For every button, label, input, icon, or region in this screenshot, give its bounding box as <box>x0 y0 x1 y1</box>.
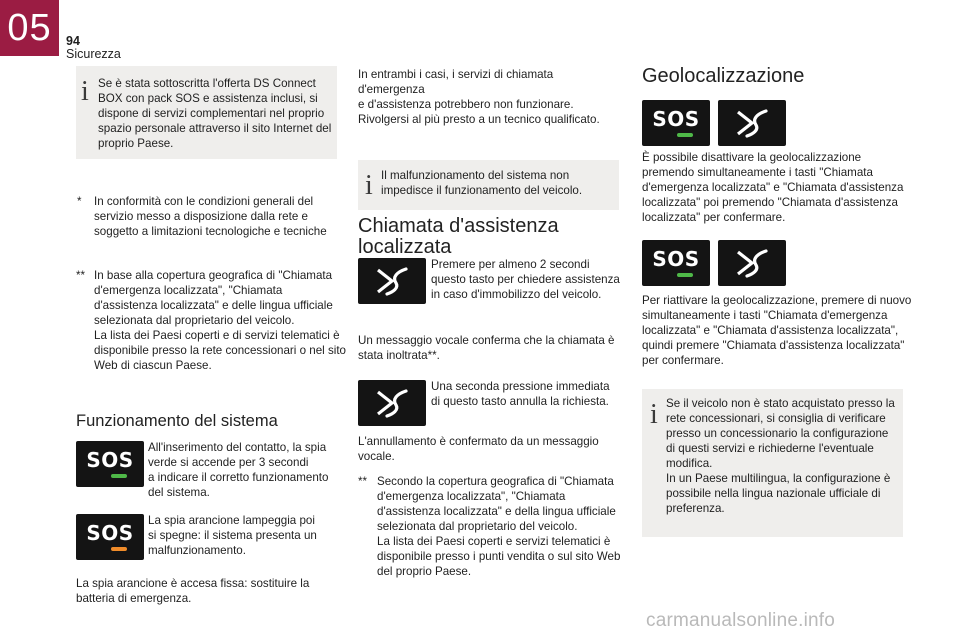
ds-logo-button-icon <box>718 100 786 146</box>
paragraph-orange-fixed: La spia arancione è accesa fissa: sostituire la batteria di emergenza. <box>76 577 310 605</box>
paragraph-second-press: Una seconda pressione immediata di questo tasto annulla la richiesta. <box>431 380 610 408</box>
section-title: Sicurezza <box>66 47 121 61</box>
info-box-text: Se è stata sottoscritta l'offerta DS Connect BOX con pack SOS e assistenza inclusi, si dispone di servizi complementari nel proprio spazio personale attraverso il sito Internet del proprio Paese. <box>98 77 332 150</box>
info-icon: i <box>365 170 373 201</box>
info-box-ds-connect <box>76 66 337 159</box>
sos-button-icon: SOS <box>642 240 710 286</box>
footnote-coverage-middle: Secondo la copertura geografica di "Chiamata d'emergenza localizzata", "Chiamata d'assistenza localizzata" e della lingua ufficiale selezionata dal proprietario del veicolo. La lista dei Paesi coperti e servizi telematici è disponibile presso i punti vendita o sul sito Web del proprio Paese. <box>377 475 621 578</box>
sos-button-icon: SOS <box>76 441 144 487</box>
ds-logo-icon <box>732 106 772 140</box>
chapter-tab: 05 <box>0 0 59 56</box>
paragraph-cancel-confirm: L'annullamento è confermato da un messaggio vocale. <box>358 435 599 463</box>
info-box-text: Il malfunzionamento del sistema non impedisce il funzionamento del veicolo. <box>381 169 583 197</box>
paragraph-disable-geo: È possibile disattivare la geolocalizzazione premendo simultaneamente i tasti "Chiamata d'emergenza localizzata" e "Chiamata d'assistenza localizzata" poi premendo "Chiamata d'assistenza localizzata" per confermare. <box>642 151 904 224</box>
paragraph-green-light: All'inserimento del contatto, la spia verde si accende per 3 secondi a indicare il corretto funzionamento del sistema. <box>148 441 329 499</box>
ds-logo-icon <box>372 264 412 298</box>
info-icon: i <box>81 76 89 107</box>
heading-funzionamento: Funzionamento del sistema <box>76 412 278 430</box>
paragraph-orange-blinking: La spia arancione lampeggia poi si spegne: il sistema presenta un malfunzionamento. <box>148 514 317 557</box>
heading-chiamata-assistenza: Chiamata d'assistenza localizzata <box>358 215 559 258</box>
ds-logo-icon <box>732 246 772 280</box>
paragraph-press-2s: Premere per almeno 2 secondi questo tasto per chiedere assistenza in caso d'immobilizzo del veicolo. <box>431 258 620 301</box>
orange-led <box>111 547 127 551</box>
footnote-mark: * <box>77 195 82 208</box>
heading-geolocalizzazione: Geolocalizzazione <box>642 65 805 87</box>
ds-logo-icon <box>372 386 412 420</box>
info-box-dealer <box>642 389 903 537</box>
ds-logo-button-icon <box>358 258 426 304</box>
page-number: 94 <box>66 34 80 48</box>
footnote-coverage: In base alla copertura geografica di "Chiamata d'emergenza localizzata", "Chiamata d'assistenza localizzata" e delle lingua ufficiale selezionata dal proprietario del veicolo. La lista dei Paesi coperti e di servizi telematici è disponibile presso la rete concessionari o nel sito Web di ciascun Paese. <box>94 269 346 372</box>
info-box-text: Se il veicolo non è stato acquistato presso la rete concessionari, si consiglia di verificare presso un concessionario la configurazione di questi servizi e richiederne l'eventuale modifica. In un Paese multilingua, la configurazione è possibile nella lingua nazionale ufficiale di preferenza. <box>666 397 895 515</box>
footnote-mark: ** <box>76 269 86 282</box>
sos-button-icon: SOS <box>642 100 710 146</box>
green-led <box>677 133 693 137</box>
ds-logo-button-icon <box>718 240 786 286</box>
paragraph-voice-confirm: Un messaggio vocale conferma che la chiamata è stata inoltrata**. <box>358 334 615 362</box>
paragraph-both-cases: In entrambi i casi, i servizi di chiamata d'emergenza e d'assistenza potrebbero non funzionare. Rivolgersi al più presto a un tecnico qualificato. <box>358 68 600 126</box>
info-icon: i <box>650 399 658 430</box>
info-box-malfunction <box>358 160 619 210</box>
footnote-mark: ** <box>358 475 368 488</box>
sos-button-icon: SOS <box>76 514 144 560</box>
paragraph-reactivate-geo: Per riattivare la geolocalizzazione, premere di nuovo simultaneamente i tasti "Chiamata d'emergenza localizzata" e "Chiamata d'assistenza localizzata", quindi premere "Chiamata d'assistenza localizzata" per confermare. <box>642 294 912 367</box>
footnote-conditions: In conformità con le condizioni generali del servizio messo a disposizione dalla rete e soggetto a limitazioni tecnologiche e tecniche <box>94 195 327 238</box>
ds-logo-button-icon <box>358 380 426 426</box>
green-led <box>111 474 127 478</box>
green-led <box>677 273 693 277</box>
watermark: carmanualsonline.info <box>646 610 836 631</box>
